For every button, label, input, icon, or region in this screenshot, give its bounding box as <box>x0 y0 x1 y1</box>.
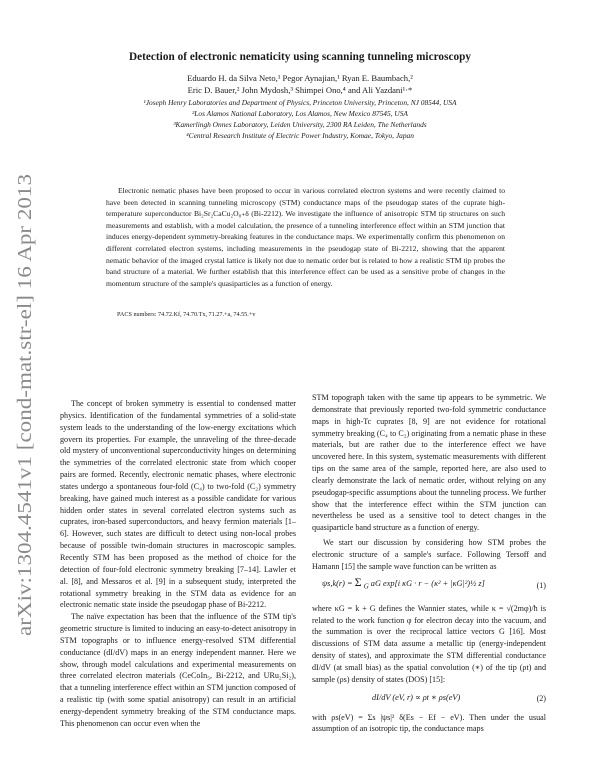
pacs-numbers: PACS numbers: 74.72.Kf, 74.70.Tx, 71.27.+a, 74.55.+v <box>117 311 256 318</box>
abstract: Electronic nematic phases have been proposed to occur in various correlated electron systems and were recently claimed to have been detected in scanning tunneling microscopy (STM) conductance maps of the pseudogap states of the cuprate high-temperature superconductor Bi₂Sr₂CaCu₂O₈₊δ (Bi-2212). We investigate the influence of anisotropic STM tip structures on such measurements and establish, with a model calculation, the presence of a tunneling interference effect within an STM junction that induces energy-dependent symmetry-breaking features in the conductance maps. We experimentally confirm this phenomenon on different correlated electron systems, including measurements in the pseudogap state of Bi-2212, showing that the apparent nematic behavior of the imaged crystal lattice is likely not due to nematic order but is related to how a realistic STM tip probes the band structure of a material. We further establish that this interference effect can be used as a sensitive probe of changes in the momentum structure of the sample's quasiparticles as a function of energy. <box>106 186 505 288</box>
arxiv-id-text: arXiv:1304.4541v1 [cond-mat.str-el] 16 Apr 2013 <box>15 245 36 636</box>
equation-2-body: dI/dV (eV, r) ∝ ρt ∗ ρs(eV) <box>372 692 461 702</box>
summation-symbol: Σ <box>354 574 362 589</box>
arxiv-stamp-svg <box>1 170 45 640</box>
left-paragraph-2: The naïve expectation has been that the influence of the STM tip's geometric structure is limited to inducing an easy-to-detect anisotropy in STM topographs or to influence energy-resolved STM differential conductance (dI/dV) maps in an energy independent manner. Here we show, through model calculations and experimental measurements on three correlated electron materials (CeCoIn₅, Bi-2212, and URu₂Si₂), that a tunneling interference effect within an STM junction composed of a realistic tip (with some spatial anisotropy) can result in an artificial energy-dependent symmetry breaking of the STM conductance maps. This phenomenon can occur even when the <box>60 612 296 728</box>
right-paragraph-2: We start our discussion by considering how STM probes the electronic structure of a sample's surface. Following Tersoff and Hamann [15] the sample wave function can be written as <box>312 538 546 571</box>
arxiv-identifier <box>1 170 45 640</box>
summation-index: G <box>363 583 369 591</box>
right-paragraph-4: with ρs(eV) = Σs |ψs|² δ(Es − Ef − eV). Then under the usual assumption of an isotropic tip, the conductance maps <box>312 712 546 734</box>
author-line-2: Eric D. Bauer,² John Mydosh,³ Shimpei Ono,⁴ and Ali Yazdani¹·* <box>187 85 413 95</box>
author-line-1: Eduardo H. da Silva Neto,¹ Pegor Aynajian,¹ Ryan E. Baumbach,² <box>187 73 413 83</box>
equation-1-number: (1) <box>536 580 546 590</box>
right-paragraph-3: where κG = k + G defines the Wannier states, while κ = √(2mφ)/ħ is related to the work function φ for electron decay into the vacuum, and the summation is over the reciprocal lattice vectors G [16]. Most discussions of STM data assume a metallic tip (energy-independent density of states), and approximate the STM differential conductance dI/dV (at small bias) as the spatial convolution (∗) of the tip (ρt) and sample (ρs) density of states (DOS) [15]: <box>312 603 546 684</box>
affiliation-2: ²Los Alamos National Laboratory, Los Alamos, New Mexico 87545, USA <box>192 109 408 118</box>
right-column <box>312 392 546 735</box>
affiliation-4: ⁴Central Research Institute of Electric Power Industry, Komae, Tokyo, Japan <box>186 131 414 140</box>
equation-1-body <box>322 574 485 594</box>
equation-1 <box>312 574 546 602</box>
affiliation-3: ³Kamerlingh Onnes Laboratory, Leiden University, 2300 RA Leiden, The Netherlands <box>173 120 427 129</box>
right-paragraph-1: STM topograph taken with the same tip appears to be symmetric. We demonstrate that previously reported two-fold symmetric conductance maps in high-Tc cuprates [8, 9] are not evidence for rotational symmetry breaking (C₄ to C₂) originating from a nematic phase in these materials, but are rather due to the interference effect we have uncovered here. In this system, systematic measurements with different tips on the same area of the sample, reported here, are also used to clearly demonstrate the lack of nematic order, without relying on any pseudogap-specific assumptions about the tunneling process. We further show that the interference effect within the STM junction can nevertheless be used as a sensitive tool to detect changes in the quasiparticle band structure as a function of energy. <box>312 393 546 533</box>
equation-1-rhs: aG exp[i κG · r − (κ² + |κG|²)½ z] <box>370 578 485 588</box>
equation-2-number: (2) <box>536 693 546 703</box>
equation-1-lhs: ψs,k(r) = <box>322 578 353 588</box>
left-paragraph-1: The concept of broken symmetry is essential to condensed matter physics. Identification of the fundamental symmetries of a solid-state system leads to the understanding of the low-energy excitations which govern its properties. For example, the unraveling of the three-decade old mystery of unconventional superconductivity hinges on determining the symmetries of the correlated electronic state from which cooper pairs are formed. Recently, electronic nematic phases, where electronic states undergo a spontaneous four-fold (C₄) to two-fold (C₂) symmetry breaking, have gained much interest as a possible candidate for various hidden order states in several correlated electron systems such as cuprates, iron-based superconductors, and heavy fermion materials [1–6]. However, such states are difficult to detect using non-local probes because of possible twin-domain structures in macroscopic samples. Recently STM has been proposed as the method of choice for the detection of four-fold electronic symmetry breaking [7–14]. Lawler et al. [8], and Messaros et al. [9] in a subsequent study, interpreted the rotational symmetry breaking in the STM data as evidence for an electronic nematic state inside the pseudogap phase of Bi-2212. <box>60 399 296 610</box>
equation-2 <box>312 687 546 711</box>
left-column <box>60 398 296 730</box>
affiliation-1: ¹Joseph Henry Laboratories and Department of Physics, Princeton University, Princeton, NJ 08544, USA <box>143 98 457 107</box>
paper-title: Detection of electronic nematicity using scanning tunneling microscopy <box>128 51 472 63</box>
